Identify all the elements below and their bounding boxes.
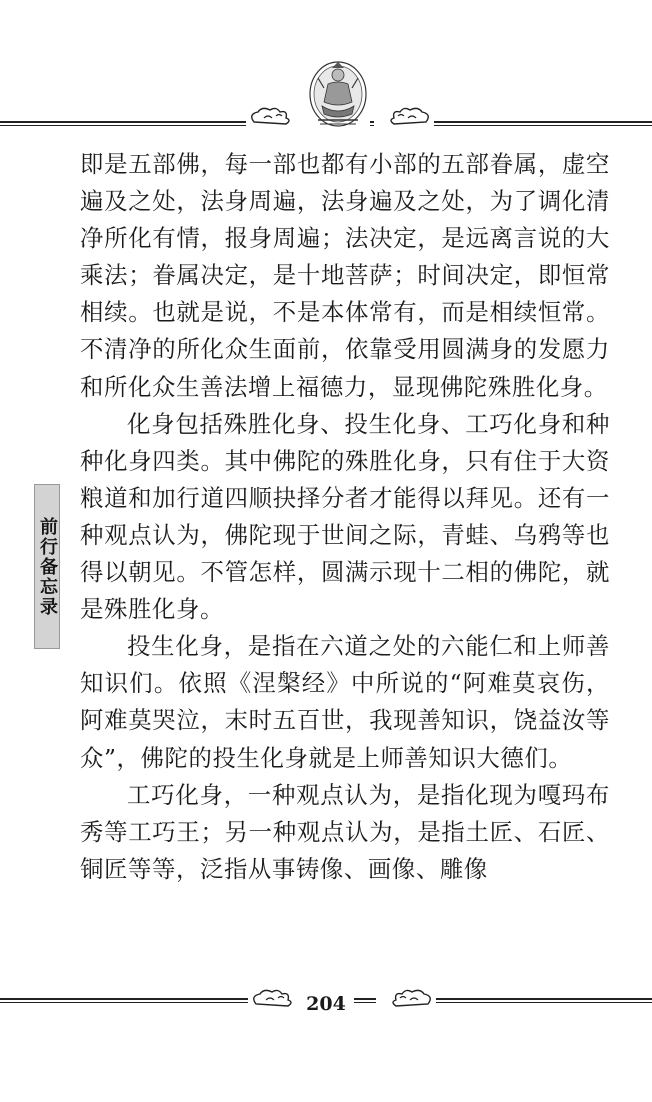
paragraph: 投生化身，是指在六道之处的六能仁和上师善知识们。依照《涅槃经》中所说的“阿难莫哀伤，阿难莫哭泣，末时五百世，我现善知识，饶益汝等众”，佛陀的投生化身就是上师善知识大德们。 xyxy=(80,632,610,772)
cloud-ornament-icon xyxy=(246,104,306,130)
cloud-ornament-icon xyxy=(374,104,434,130)
paragraph: 化身包括殊胜化身、投生化身、工巧化身和种种化身四类。其中佛陀的殊胜化身，只有住于大资粮道和加行道四顺抉择分者才能得以拜见。还有一种观点认为，佛陀现于世间之际，青蛙、乌鸦等也得以朝见。不管怎样，圆满示现十二相的佛陀，就是殊胜化身。 xyxy=(80,409,610,624)
side-tab xyxy=(34,484,60,649)
page-number-wrap xyxy=(0,989,652,1015)
buddha-figure-icon xyxy=(306,58,370,130)
paragraph: 即是五部佛，每一部也都有小部的五部眷属，虚空遍及之处，法身周遍，法身遍及之处，为了调化清净所化有情，报身周遍；法决定，是远离言说的大乘法；眷属决定，是十地菩萨；时间决定，即恒常相续。也就是说，不是本体常有，而是相续恒常。不清净的所化众生面前，依靠受用圆满身的发愿力和所化众生善法增上福德力，显现佛陀殊胜化身。 xyxy=(80,150,610,401)
body-text xyxy=(80,146,610,888)
page-number: 204 xyxy=(298,993,354,1015)
side-tab-label: 前行备忘录 xyxy=(37,516,58,617)
paragraph: 工巧化身，一种观点认为，是指化现为嘎玛布秀等工巧王；另一种观点认为，是指土匠、石匠、铜匠等等，泛指从事铸像、画像、雕像 xyxy=(80,780,610,883)
